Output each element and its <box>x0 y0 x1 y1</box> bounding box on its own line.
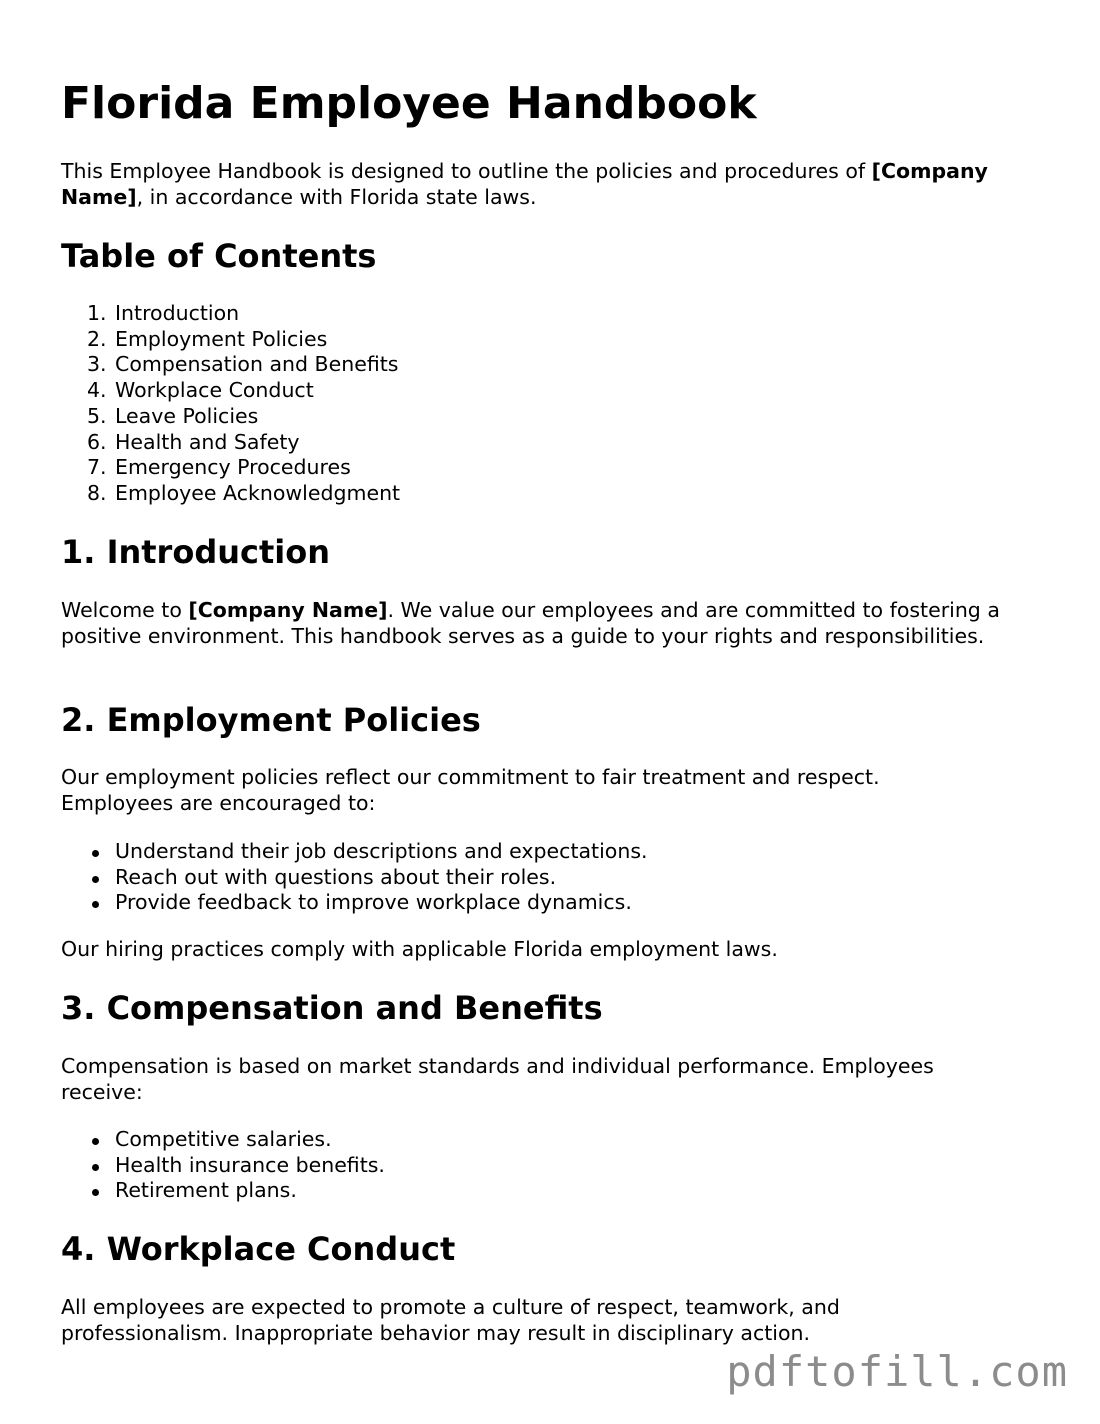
toc-item-label: Compensation and Benefits <box>115 352 399 377</box>
page-title: Florida Employee Handbook <box>61 78 757 129</box>
list-item-text: Understand their job descriptions and expectations. <box>115 839 648 863</box>
intro-paragraph <box>61 159 1036 210</box>
toc-list <box>61 301 400 507</box>
list-item <box>61 865 648 891</box>
toc-item <box>61 352 400 378</box>
toc-item <box>61 430 400 456</box>
conduct-paragraph: All employees are expected to promote a culture of respect, teamwork, and professionalism. Inappropriate behavior may result in disciplinary action. <box>61 1295 840 1345</box>
toc-item-number: 4. <box>87 378 107 403</box>
toc-item-label: Employee Acknowledgment <box>115 480 401 505</box>
toc-item-label: Health and Safety <box>115 429 300 454</box>
toc-item <box>61 378 400 404</box>
compensation-bullet-list <box>61 1127 385 1204</box>
toc-item-number: 3. <box>87 352 107 377</box>
toc-item-number: 6. <box>87 429 107 454</box>
section-heading-introduction: 1. Introduction <box>61 533 330 571</box>
introduction-text-after: . We value our employees and are committed to fostering a positive environment. This handbook serves as a guide to your rights and responsibilities. <box>61 598 1000 648</box>
bullet-icon <box>92 1189 99 1196</box>
toc-item-label: Leave Policies <box>115 403 259 428</box>
list-item <box>61 890 648 916</box>
toc-item-number: 5. <box>87 403 107 428</box>
section-heading-employment: 2. Employment Policies <box>61 701 481 739</box>
compensation-lead-paragraph: Compensation is based on market standards and individual performance. Employees receive: <box>61 1054 934 1104</box>
introduction-paragraph <box>61 598 1036 649</box>
bullet-icon <box>92 901 99 908</box>
toc-item <box>61 301 400 327</box>
list-item <box>61 1127 385 1153</box>
list-item <box>61 1178 385 1204</box>
toc-item <box>61 481 400 507</box>
intro-text-before: This Employee Handbook is designed to outline the policies and procedures of <box>61 159 872 183</box>
toc-item-number: 7. <box>87 455 107 480</box>
section-heading-compensation: 3. Compensation and Benefits <box>61 989 603 1027</box>
company-name-placeholder: [Company Name] <box>61 159 988 209</box>
list-item-text: Provide feedback to improve workplace dynamics. <box>115 890 632 915</box>
company-name-placeholder: [Company Name] <box>188 598 388 622</box>
bullet-icon <box>92 850 99 857</box>
employment-closing-paragraph: Our hiring practices comply with applicable Florida employment laws. <box>61 937 778 961</box>
list-item-text: Competitive salaries. <box>115 1127 332 1151</box>
intro-text-after: , in accordance with Florida state laws. <box>136 184 537 209</box>
list-item <box>61 839 648 865</box>
toc-item-label: Emergency Procedures <box>115 455 351 480</box>
bullet-icon <box>92 876 99 883</box>
list-item-text: Retirement plans. <box>115 1178 297 1203</box>
toc-heading: Table of Contents <box>61 237 377 275</box>
toc-item-number: 2. <box>87 326 107 351</box>
watermark: pdftofill.com <box>726 1347 1068 1396</box>
bullet-icon <box>92 1138 99 1145</box>
toc-item-number: 8. <box>87 480 107 505</box>
section-heading-conduct: 4. Workplace Conduct <box>61 1230 456 1268</box>
toc-item-label: Introduction <box>115 301 240 325</box>
toc-item-label: Workplace Conduct <box>115 378 314 403</box>
list-item-text: Health insurance benefits. <box>115 1152 385 1177</box>
toc-item <box>61 327 400 353</box>
toc-item <box>61 404 400 430</box>
introduction-text-before: Welcome to <box>61 598 189 622</box>
toc-item-label: Employment Policies <box>115 326 328 351</box>
toc-item-number: 1. <box>87 301 107 325</box>
list-item-text: Reach out with questions about their roles. <box>115 864 557 889</box>
employment-lead-paragraph: Our employment policies reflect our commitment to fair treatment and respect. Employees are encouraged to: <box>61 765 880 815</box>
employment-bullet-list <box>61 839 648 916</box>
list-item <box>61 1153 385 1179</box>
bullet-icon <box>92 1164 99 1171</box>
toc-item <box>61 455 400 481</box>
